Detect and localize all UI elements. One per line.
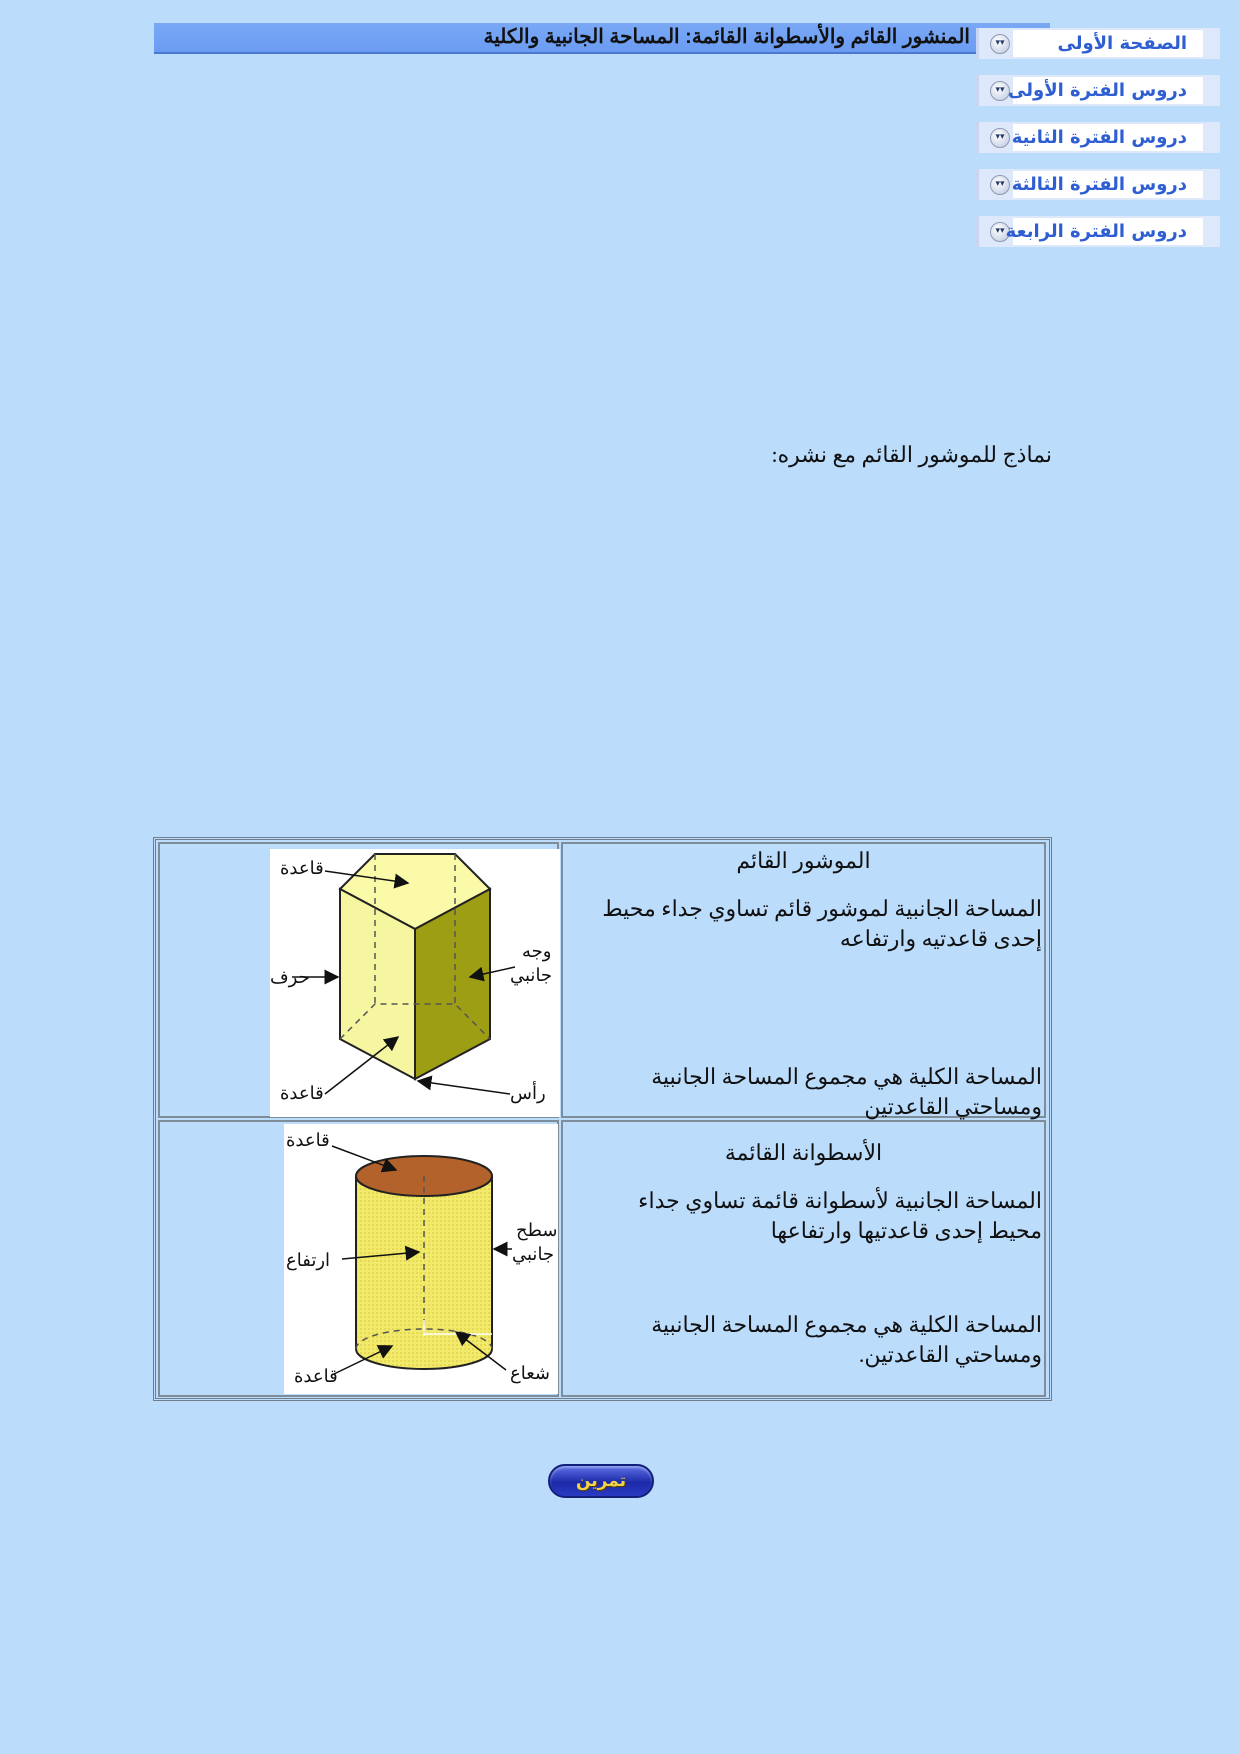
nav-item-label[interactable]: دروس الفترة الرابعة [1013, 218, 1203, 245]
chevron-down-icon[interactable]: ▾▾ [990, 222, 1010, 242]
nav-item-period-2[interactable] [976, 122, 1220, 153]
prism-label-edge: حرف [270, 967, 310, 987]
prism-figure [270, 849, 560, 1117]
nav-item-label[interactable]: دروس الفترة الثالثة [1013, 171, 1203, 198]
cylinder-diagram [284, 1124, 558, 1394]
chevron-down-icon[interactable]: ▾▾ [990, 34, 1010, 54]
cylinder-label-radius: شعاع [510, 1363, 550, 1383]
chevron-down-icon[interactable]: ▾▾ [990, 175, 1010, 195]
prism-label-vertex: رأس [510, 1083, 546, 1103]
page-title: المنشور القائم والأسطوانة القائمة: المساحة الجانبية والكلية [483, 26, 970, 48]
nav-item-label[interactable]: الصفحة الأولى [1013, 30, 1203, 57]
cylinder-lateral-area-text: المساحة الجانبية لأسطوانة قائمة تساوي جداء محيط إحدى قاعدتيها وارتفاعها [638, 1188, 1042, 1243]
prism-heading: الموشور القائم [736, 848, 871, 873]
cylinder-label-height: ارتفاع [286, 1250, 331, 1270]
models-caption: نماذج للموشور القائم مع نشره: [771, 442, 1052, 467]
cylinder-label-lateral-surface-2: جانبي [512, 1244, 555, 1264]
prism-label-base-bottom: قاعدة [280, 1083, 324, 1103]
cylinder-figure [284, 1124, 558, 1394]
nav-item-label[interactable]: دروس الفترة الثانية [1013, 124, 1203, 151]
nav-item-period-3[interactable] [976, 169, 1220, 200]
exercise-button[interactable] [548, 1464, 654, 1498]
shapes-table [153, 837, 1052, 1401]
cylinder-heading: الأسطوانة القائمة [724, 1140, 883, 1165]
prism-total-area-text: المساحة الكلية هي مجموع المساحة الجانبية ومساحتي القاعدتين [651, 1064, 1042, 1119]
nav-item-period-4[interactable] [976, 216, 1220, 247]
cylinder-figure-cell [158, 1120, 559, 1397]
prism-label-lateral-face-1: وجه [522, 941, 552, 961]
cylinder-label-base-bottom: قاعدة [294, 1366, 338, 1386]
nav-item-label[interactable]: دروس الفترة الأولى [1013, 77, 1203, 104]
prism-lateral-area-text: المساحة الجانبية لموشور قائم تساوي جداء محيط إحدى قاعدتيه وارتفاعه [602, 896, 1042, 951]
page-title-bar [154, 23, 1050, 54]
exercise-button-label[interactable]: تمرين [575, 1471, 627, 1491]
prism-figure-cell [158, 842, 559, 1118]
nav-item-period-1[interactable] [976, 75, 1220, 106]
chevron-down-icon[interactable]: ▾▾ [990, 128, 1010, 148]
chevron-down-icon[interactable]: ▾▾ [990, 81, 1010, 101]
cylinder-label-lateral-surface-1: سطح [516, 1220, 558, 1240]
prism-diagram [270, 849, 560, 1117]
prism-text-cell [561, 842, 1046, 1118]
prism-label-lateral-face-2: جانبي [510, 965, 553, 985]
cylinder-text-cell [561, 1120, 1046, 1397]
cylinder-total-area-text: المساحة الكلية هي مجموع المساحة الجانبية ومساحتي القاعدتين. [651, 1312, 1042, 1367]
nav-item-home[interactable] [976, 28, 1220, 59]
prism-label-base-top: قاعدة [280, 858, 324, 878]
cylinder-label-base-top: قاعدة [286, 1130, 330, 1150]
